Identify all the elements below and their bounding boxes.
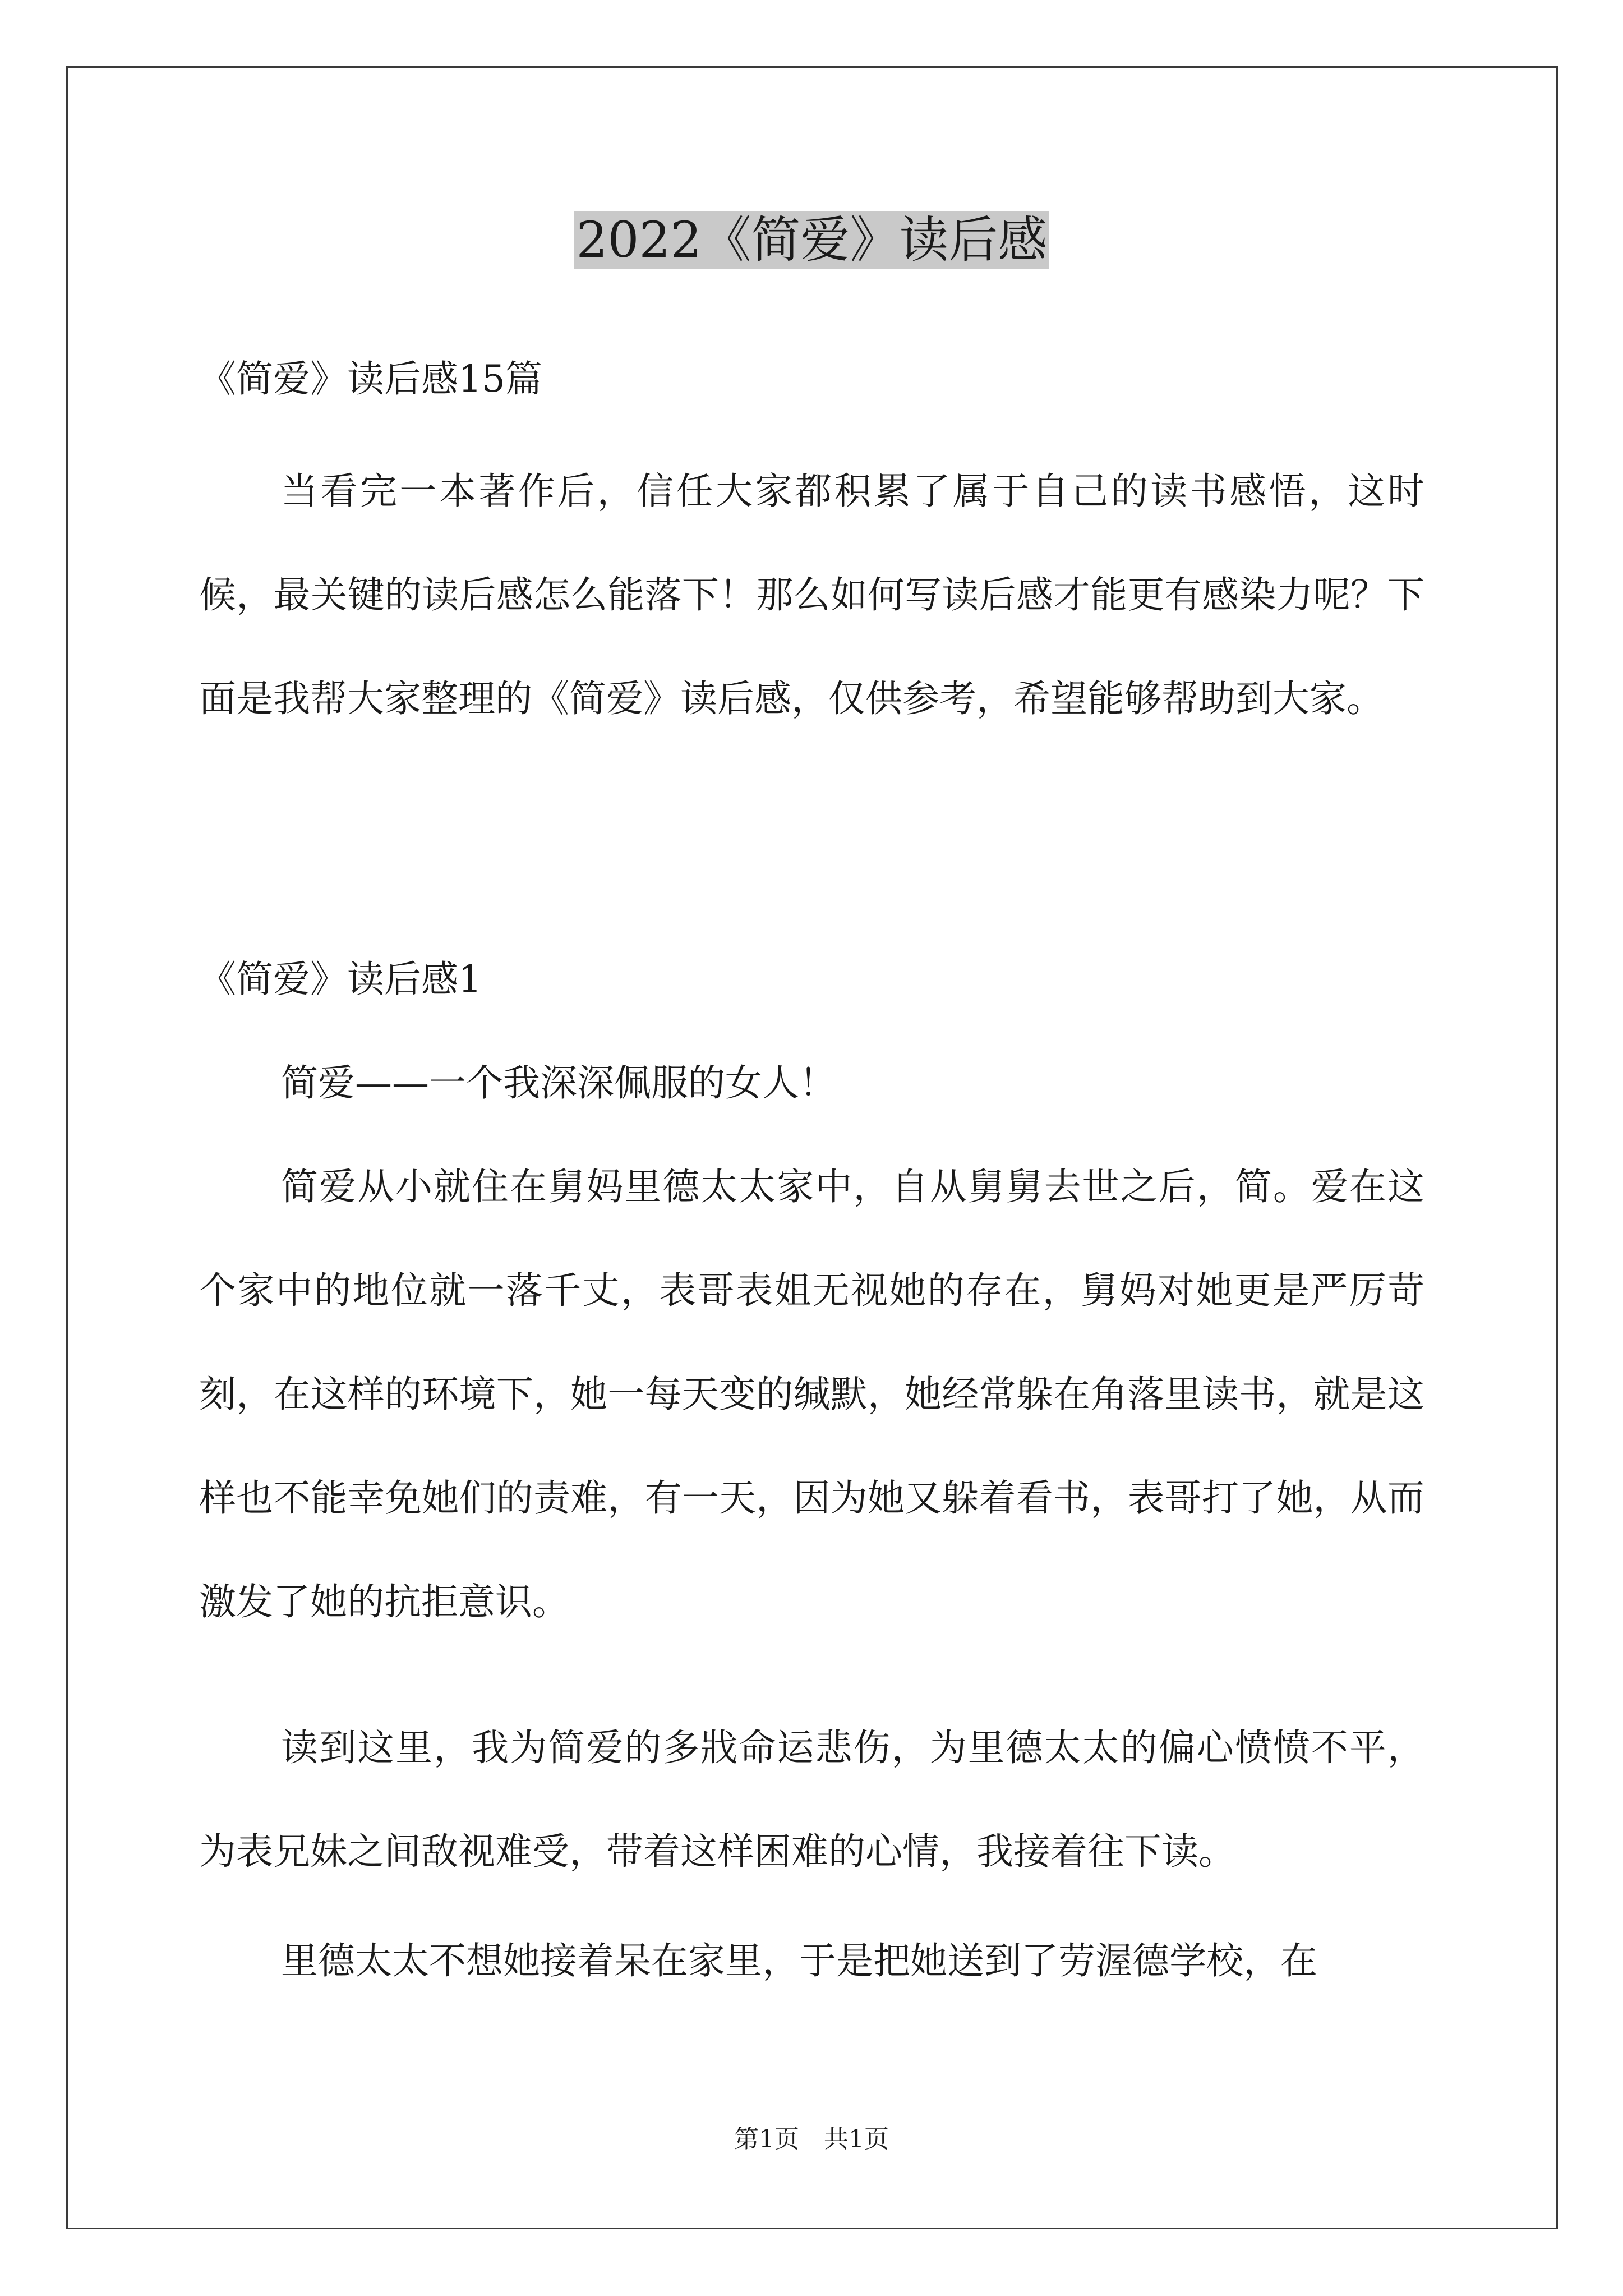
intro-paragraph: 当看完一本著作后，信任大家都积累了属于自己的读书感悟，这时候，最关键的读后感怎么能落下！那么如何写读后感才能更有感染力呢？下面是我帮大家整理的《简爱》读后感，仅供参考，希望能够帮助到大家。 (199, 470, 1424, 720)
collection-heading: 《简爱》读后感15篇 (199, 357, 542, 401)
section-heading: 《简爱》读后感1 (199, 958, 482, 1001)
body-paragraph: 读到这里，我为简爱的多戕命运悲伤，为里德太太的偏心愤愤不平，为表兄妹之间敌视难受，带着这样困难的心情，我接着往下读。 (199, 1726, 1424, 1873)
document-title (199, 201, 1424, 279)
page-footer: 第1页 共1页 (734, 2125, 889, 2154)
body-paragraph: 简爱从小就住在舅妈里德太太家中，自从舅舅去世之后，简。爱在这个家中的地位就一落千丈，表哥表姐无视她的存在，舅妈对她更是严厉苛刻，在这样的环境下，她一每天变的缄默，她经常躲在角落里读书，就是这样也不能幸免她们的责难，有一天，因为她又躲着看书，表哥打了她，从而激发了她的抗拒意识。 (199, 1165, 1424, 1623)
body-paragraph: 简爱——一个我深深佩服的女人！ (281, 1061, 836, 1105)
body-paragraph: 里德太太不想她接着呆在家里，于是把她送到了劳渥德学校，在 (281, 1939, 1317, 1982)
document-title-text: 2022《简爱》读后感 (574, 211, 1050, 269)
